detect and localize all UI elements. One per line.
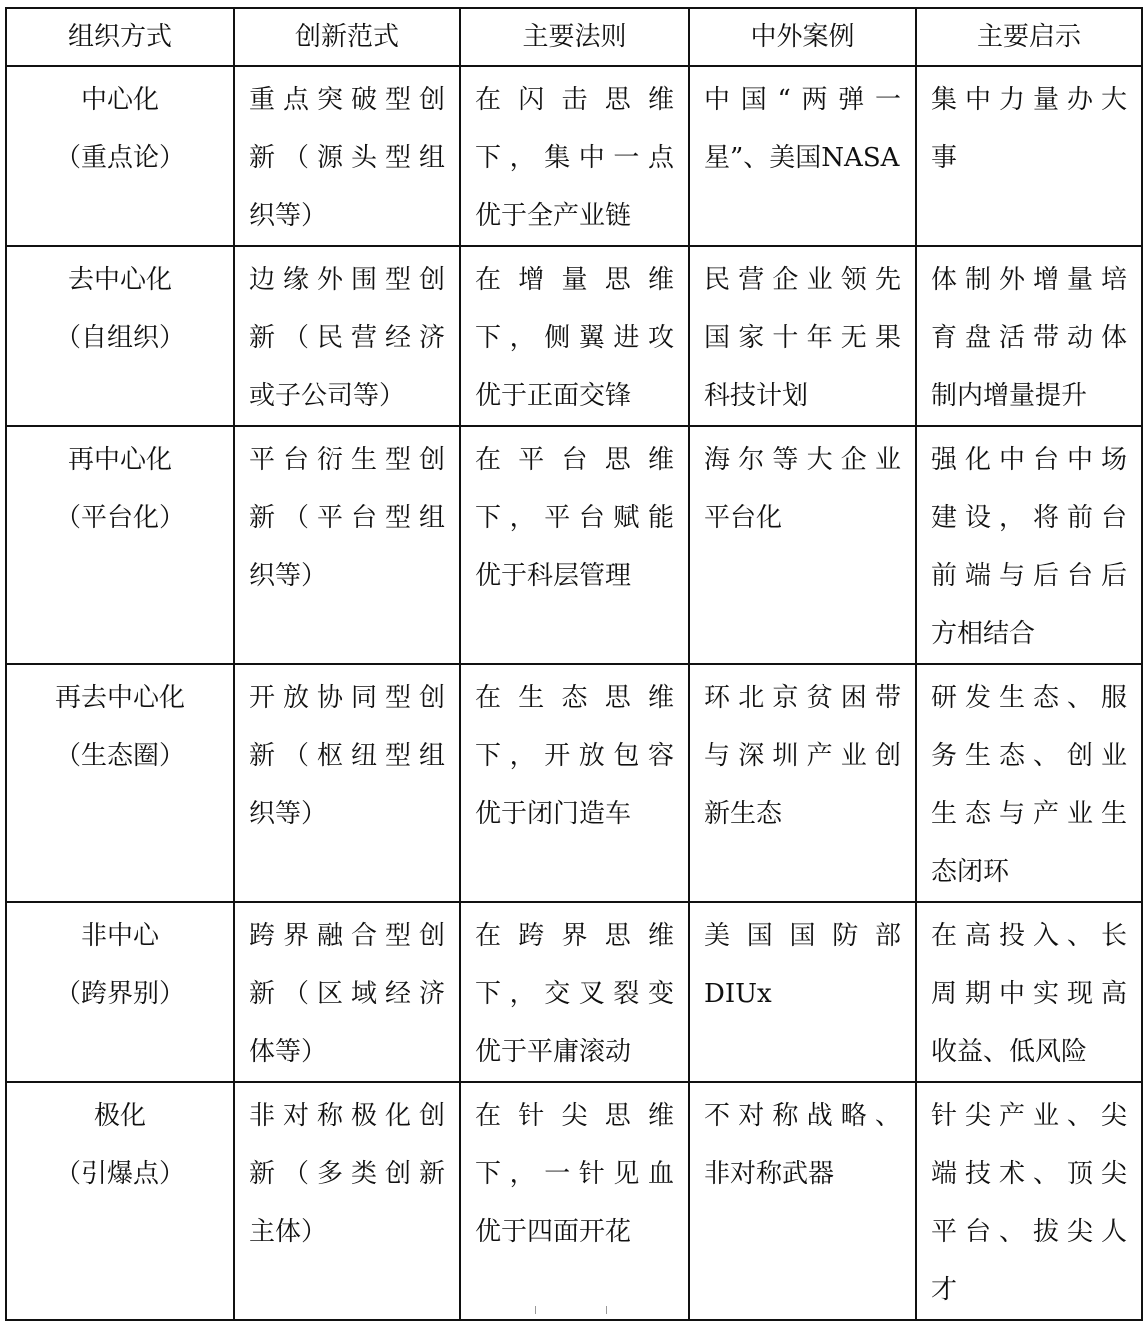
cell-text-line: （生态圈） [54,741,185,771]
cell-text-line: 新（区域经济 [249,979,445,1009]
cell-text-line: 在针尖思维 [475,1101,674,1131]
cell-text-line: 海尔等大企业 [704,445,901,475]
cell-text-line: 中心化 [80,85,159,115]
cell-text-line: （跨界别） [54,979,185,1009]
cell-text-line: 方相结合 [931,619,1036,649]
cell-main-rule [460,426,689,664]
cell-text-line: 集中力量办大 [931,85,1127,115]
cell-text-line: （重点论） [54,143,185,173]
cell-text-line: 在增量思维 [475,265,674,295]
cell-text-line: 边缘外围型创 [249,265,445,295]
cell-text-line: 优于四面开花 [475,1217,632,1247]
cell-main-rule [460,664,689,902]
cell-text-line: 新生态 [704,799,783,829]
cell-text-line: DIUx [704,979,772,1009]
cell-text-line: 事 [931,143,958,173]
cell-text-line: 针尖产业、尖 [931,1101,1127,1131]
cell-text-line: 在生态思维 [475,683,674,713]
cell-text-line: 建设，将前台 [931,503,1127,533]
cell-organization-mode [6,66,234,246]
cell-innovation-paradigm [234,664,460,902]
cell-main-rule [460,246,689,426]
cell-text-line: 前端与后台后 [931,561,1127,591]
cell-text-line: 下，交叉裂变 [475,979,674,1009]
cell-organization-mode [6,1082,234,1320]
cell-main-rule [460,1082,689,1320]
cell-innovation-paradigm [234,426,460,664]
header-row [6,8,1142,66]
cell-text-line: 优于平庸滚动 [475,1037,632,1067]
cell-text-line: 周期中实现高 [931,979,1127,1009]
cell-insight [916,66,1142,246]
cell-text-line: 生态与产业生 [931,799,1127,829]
table-row [6,664,1142,902]
header-case: 中外案例 [689,8,916,66]
cell-text-line: 态闭环 [931,857,1010,887]
table-row [6,66,1142,246]
cell-text-line: 与深圳产业创 [704,741,901,771]
innovation-table [5,7,1143,1321]
cell-text-line: 去中心化 [67,265,172,295]
cell-text-line: 端技术、顶尖 [931,1159,1127,1189]
cell-text-line: 新（多类创新 [249,1159,445,1189]
cell-text-line: 星”、美国NASA [704,143,900,173]
cell-text-line: 下，侧翼进攻 [475,323,674,353]
cell-case [689,246,916,426]
cell-text-line: 新（枢纽型组 [249,741,445,771]
cell-insight [916,902,1142,1082]
cell-text-line: 下，一针见血 [475,1159,674,1189]
cell-case [689,426,916,664]
cell-text-line: 织等） [249,799,328,829]
cell-text-line: 优于全产业链 [475,201,632,231]
cell-text-line: 优于正面交锋 [475,381,632,411]
table-row [6,246,1142,426]
header-innovation-paradigm: 创新范式 [234,8,460,66]
cell-text-line: 中国“两弹一 [704,85,901,115]
cell-text-line: 在平台思维 [475,445,674,475]
cell-organization-mode [6,902,234,1082]
cell-organization-mode [6,664,234,902]
cell-innovation-paradigm [234,902,460,1082]
cell-text-line: 不对称战略、 [704,1101,901,1131]
header-main-rule: 主要法则 [460,8,689,66]
cell-text-line: 再去中心化 [54,683,185,713]
cell-case [689,902,916,1082]
cell-text-line: 织等） [249,201,328,231]
cell-text-line: 在闪击思维 [475,85,674,115]
table-row [6,902,1142,1082]
cell-organization-mode [6,426,234,664]
cell-text-line: 在高投入、长 [931,921,1127,951]
cell-insight [916,426,1142,664]
cell-text-line: 体等） [249,1037,328,1067]
cell-text-line: 再中心化 [67,445,172,475]
cell-insight [916,246,1142,426]
cell-text-line: 织等） [249,561,328,591]
cell-organization-mode [6,246,234,426]
cell-text-line: 民营企业领先 [704,265,901,295]
cell-text-line: 非对称极化创 [249,1101,445,1131]
cell-text-line: 平台衍生型创 [249,445,445,475]
cell-text-line: （平台化） [54,503,185,533]
cell-case [689,664,916,902]
cell-text-line: 极化 [93,1101,146,1131]
header-insight: 主要启示 [916,8,1142,66]
cell-innovation-paradigm [234,1082,460,1320]
cell-text-line: 优于闭门造车 [475,799,632,829]
table-row [6,426,1142,664]
cell-text-line: 务生态、创业 [931,741,1127,771]
cell-text-line: 研发生态、服 [931,683,1127,713]
cell-text-line: 非对称武器 [704,1159,835,1189]
cell-text-line: 重点突破型创 [249,85,445,115]
cell-text-line: 下，开放包容 [475,741,674,771]
cell-case [689,66,916,246]
header-organization-mode: 组织方式 [6,8,234,66]
cell-text-line: 平台、拔尖人 [931,1217,1127,1247]
cell-text-line: 收益、低风险 [931,1037,1088,1067]
cell-text-line: 环北京贫困带 [704,683,901,713]
cell-insight [916,664,1142,902]
cell-text-line: 主体） [249,1217,328,1247]
table-row [6,1082,1142,1320]
cell-text-line: 跨界融合型创 [249,921,445,951]
cell-innovation-paradigm [234,246,460,426]
cell-insight [916,1082,1142,1320]
cell-main-rule [460,902,689,1082]
cell-text-line: 新（平台型组 [249,503,445,533]
cell-innovation-paradigm [234,66,460,246]
cell-text-line: 在跨界思维 [475,921,674,951]
cell-text-line: 制内增量提升 [931,381,1088,411]
cell-case [689,1082,916,1320]
cell-text-line: 下，平台赋能 [475,503,674,533]
cell-text-line: 新（源头型组 [249,143,445,173]
cell-text-line: 或子公司等） [249,381,406,411]
cell-text-line: 体制外增量培 [931,265,1127,295]
cell-text-line: 国家十年无果 [704,323,901,353]
cell-text-line: 育盘活带动体 [931,323,1127,353]
cell-text-line: （自组织） [54,323,185,353]
cell-main-rule [460,66,689,246]
cell-text-line: 新（民营经济 [249,323,445,353]
cell-text-line: 科技计划 [704,381,809,411]
cell-text-line: 强化中台中场 [931,445,1127,475]
cell-text-line: 开放协同型创 [249,683,445,713]
cell-text-line: 美国国防部 [704,921,901,951]
page-edge-mark [535,1306,607,1314]
cell-text-line: 平台化 [704,503,783,533]
cell-text-line: 优于科层管理 [475,561,632,591]
cell-text-line: 非中心 [80,921,159,951]
cell-text-line: 才 [931,1275,958,1305]
cell-text-line: 下，集中一点 [475,143,674,173]
cell-text-line: （引爆点） [54,1159,185,1189]
